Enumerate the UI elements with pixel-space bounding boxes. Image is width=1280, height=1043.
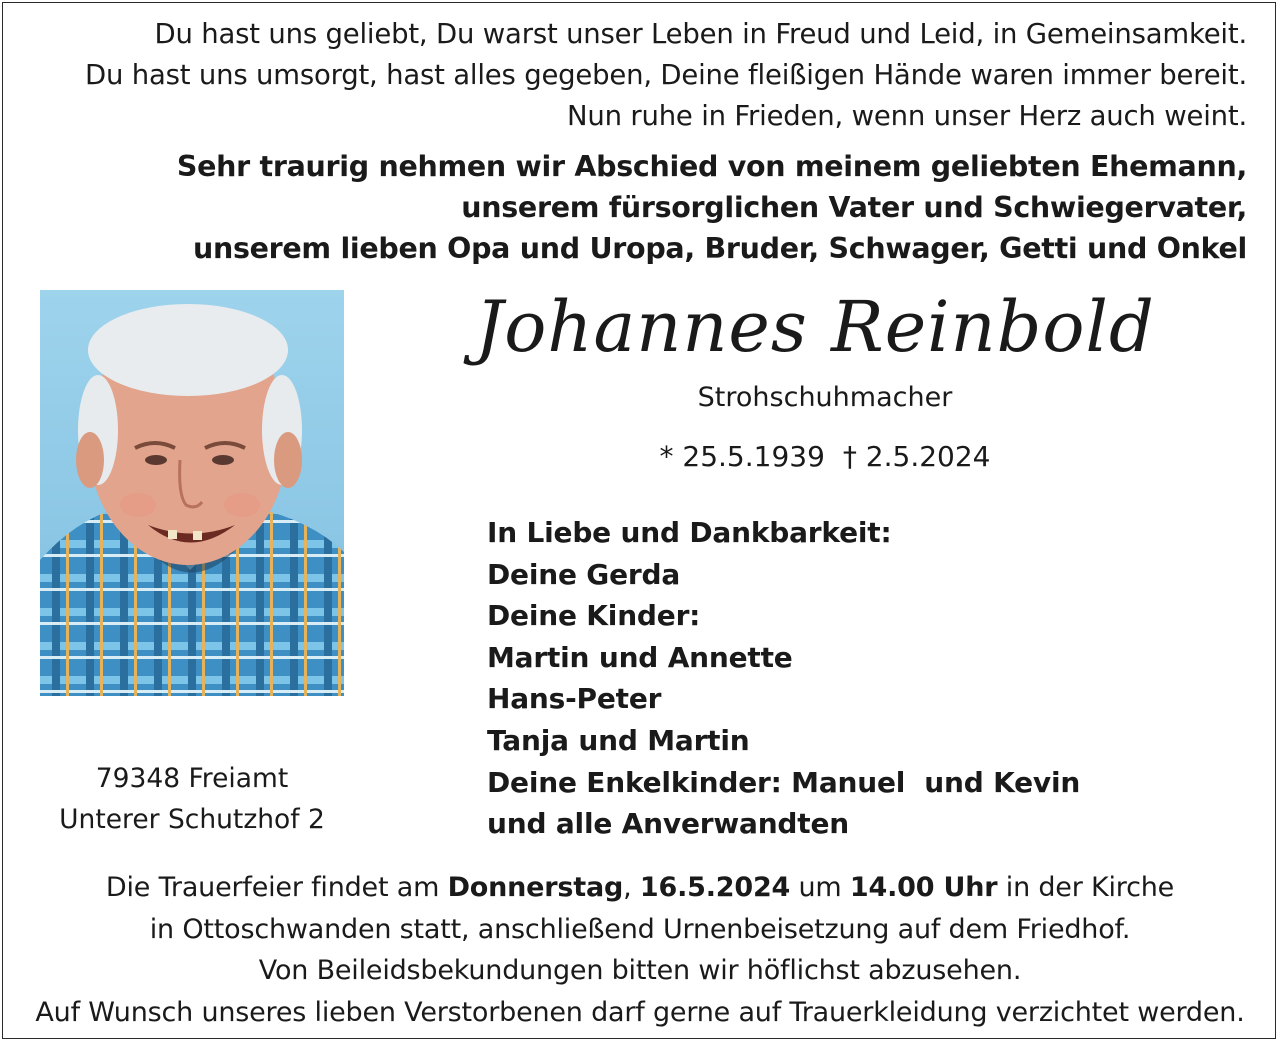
birth-date: * 25.5.1939 — [659, 440, 825, 473]
farewell-line-2: unserem fürsorglichen Vater und Schwiegervater, — [461, 191, 1247, 224]
address-city: 79348 Freiamt — [95, 763, 289, 794]
funeral-info-line-3: Von Beileidsbekundungen bitten wir höflichst abzusehen. — [258, 955, 1022, 986]
funeral-location-intro: in der Kirche — [997, 872, 1175, 903]
poem — [85, 14, 1247, 137]
portrait-photo — [40, 290, 344, 696]
poem-line-2: Du hast uns umsorgt, hast alles gegeben, Deine fleißigen Hände waren immer bereit. — [85, 59, 1247, 91]
mourners-line-6: Tanja und Martin — [487, 723, 750, 757]
farewell-text — [177, 146, 1247, 269]
mourners-line-4: Martin und Annette — [487, 640, 793, 674]
funeral-info-line-4: Auf Wunsch unseres lieben Verstorbenen darf gerne auf Trauerkleidung verzichtet werden. — [35, 996, 1245, 1028]
deceased-name: Johannes Reinbold — [475, 286, 1155, 368]
death-date: † 2.5.2024 — [842, 440, 991, 473]
mourners-line-1: In Liebe und Dankbarkeit: — [487, 516, 892, 549]
poem-line-3: Nun ruhe in Frieden, wenn unser Herz auch weint. — [567, 100, 1247, 132]
poem-line-1: Du hast uns geliebt, Du warst unser Leben in Freud und Leid, in Gemeinsamkeit. — [154, 18, 1247, 50]
mourners-line-3: Deine Kinder: — [487, 599, 701, 633]
mourners-line-5: Hans-Peter — [487, 682, 662, 716]
funeral-date: 16.5.2024 — [639, 872, 791, 903]
funeral-info-line-1 — [10, 867, 1270, 909]
funeral-day: Donnerstag — [447, 872, 624, 903]
funeral-at: um — [790, 872, 850, 903]
portrait-illustration — [40, 290, 344, 696]
funeral-info — [10, 867, 1270, 1033]
address — [40, 758, 344, 840]
mourners-list — [487, 512, 1080, 845]
farewell-line-3: unserem lieben Opa und Uropa, Bruder, Schwager, Getti und Onkel — [192, 232, 1247, 265]
farewell-line-1: Sehr traurig nehmen wir Abschied von meinem geliebten Ehemann, — [176, 150, 1247, 183]
life-dates — [520, 437, 1130, 477]
deceased-occupation: Strohschuhmacher — [697, 382, 953, 413]
mourners-line-7: Deine Enkelkinder: Manuel und Kevin — [487, 765, 1081, 799]
funeral-time: 14.00 Uhr — [849, 872, 998, 903]
address-street: Unterer Schutzhof 2 — [59, 804, 325, 835]
funeral-comma: , — [623, 872, 640, 903]
mourners-line-2: Deine Gerda — [487, 557, 681, 591]
funeral-info-line-2: in Ottoschwanden statt, anschließend Urnenbeisetzung auf dem Friedhof. — [149, 913, 1131, 945]
funeral-intro: Die Trauerfeier findet am — [105, 872, 448, 903]
mourners-line-8: und alle Anverwandten — [487, 807, 849, 841]
